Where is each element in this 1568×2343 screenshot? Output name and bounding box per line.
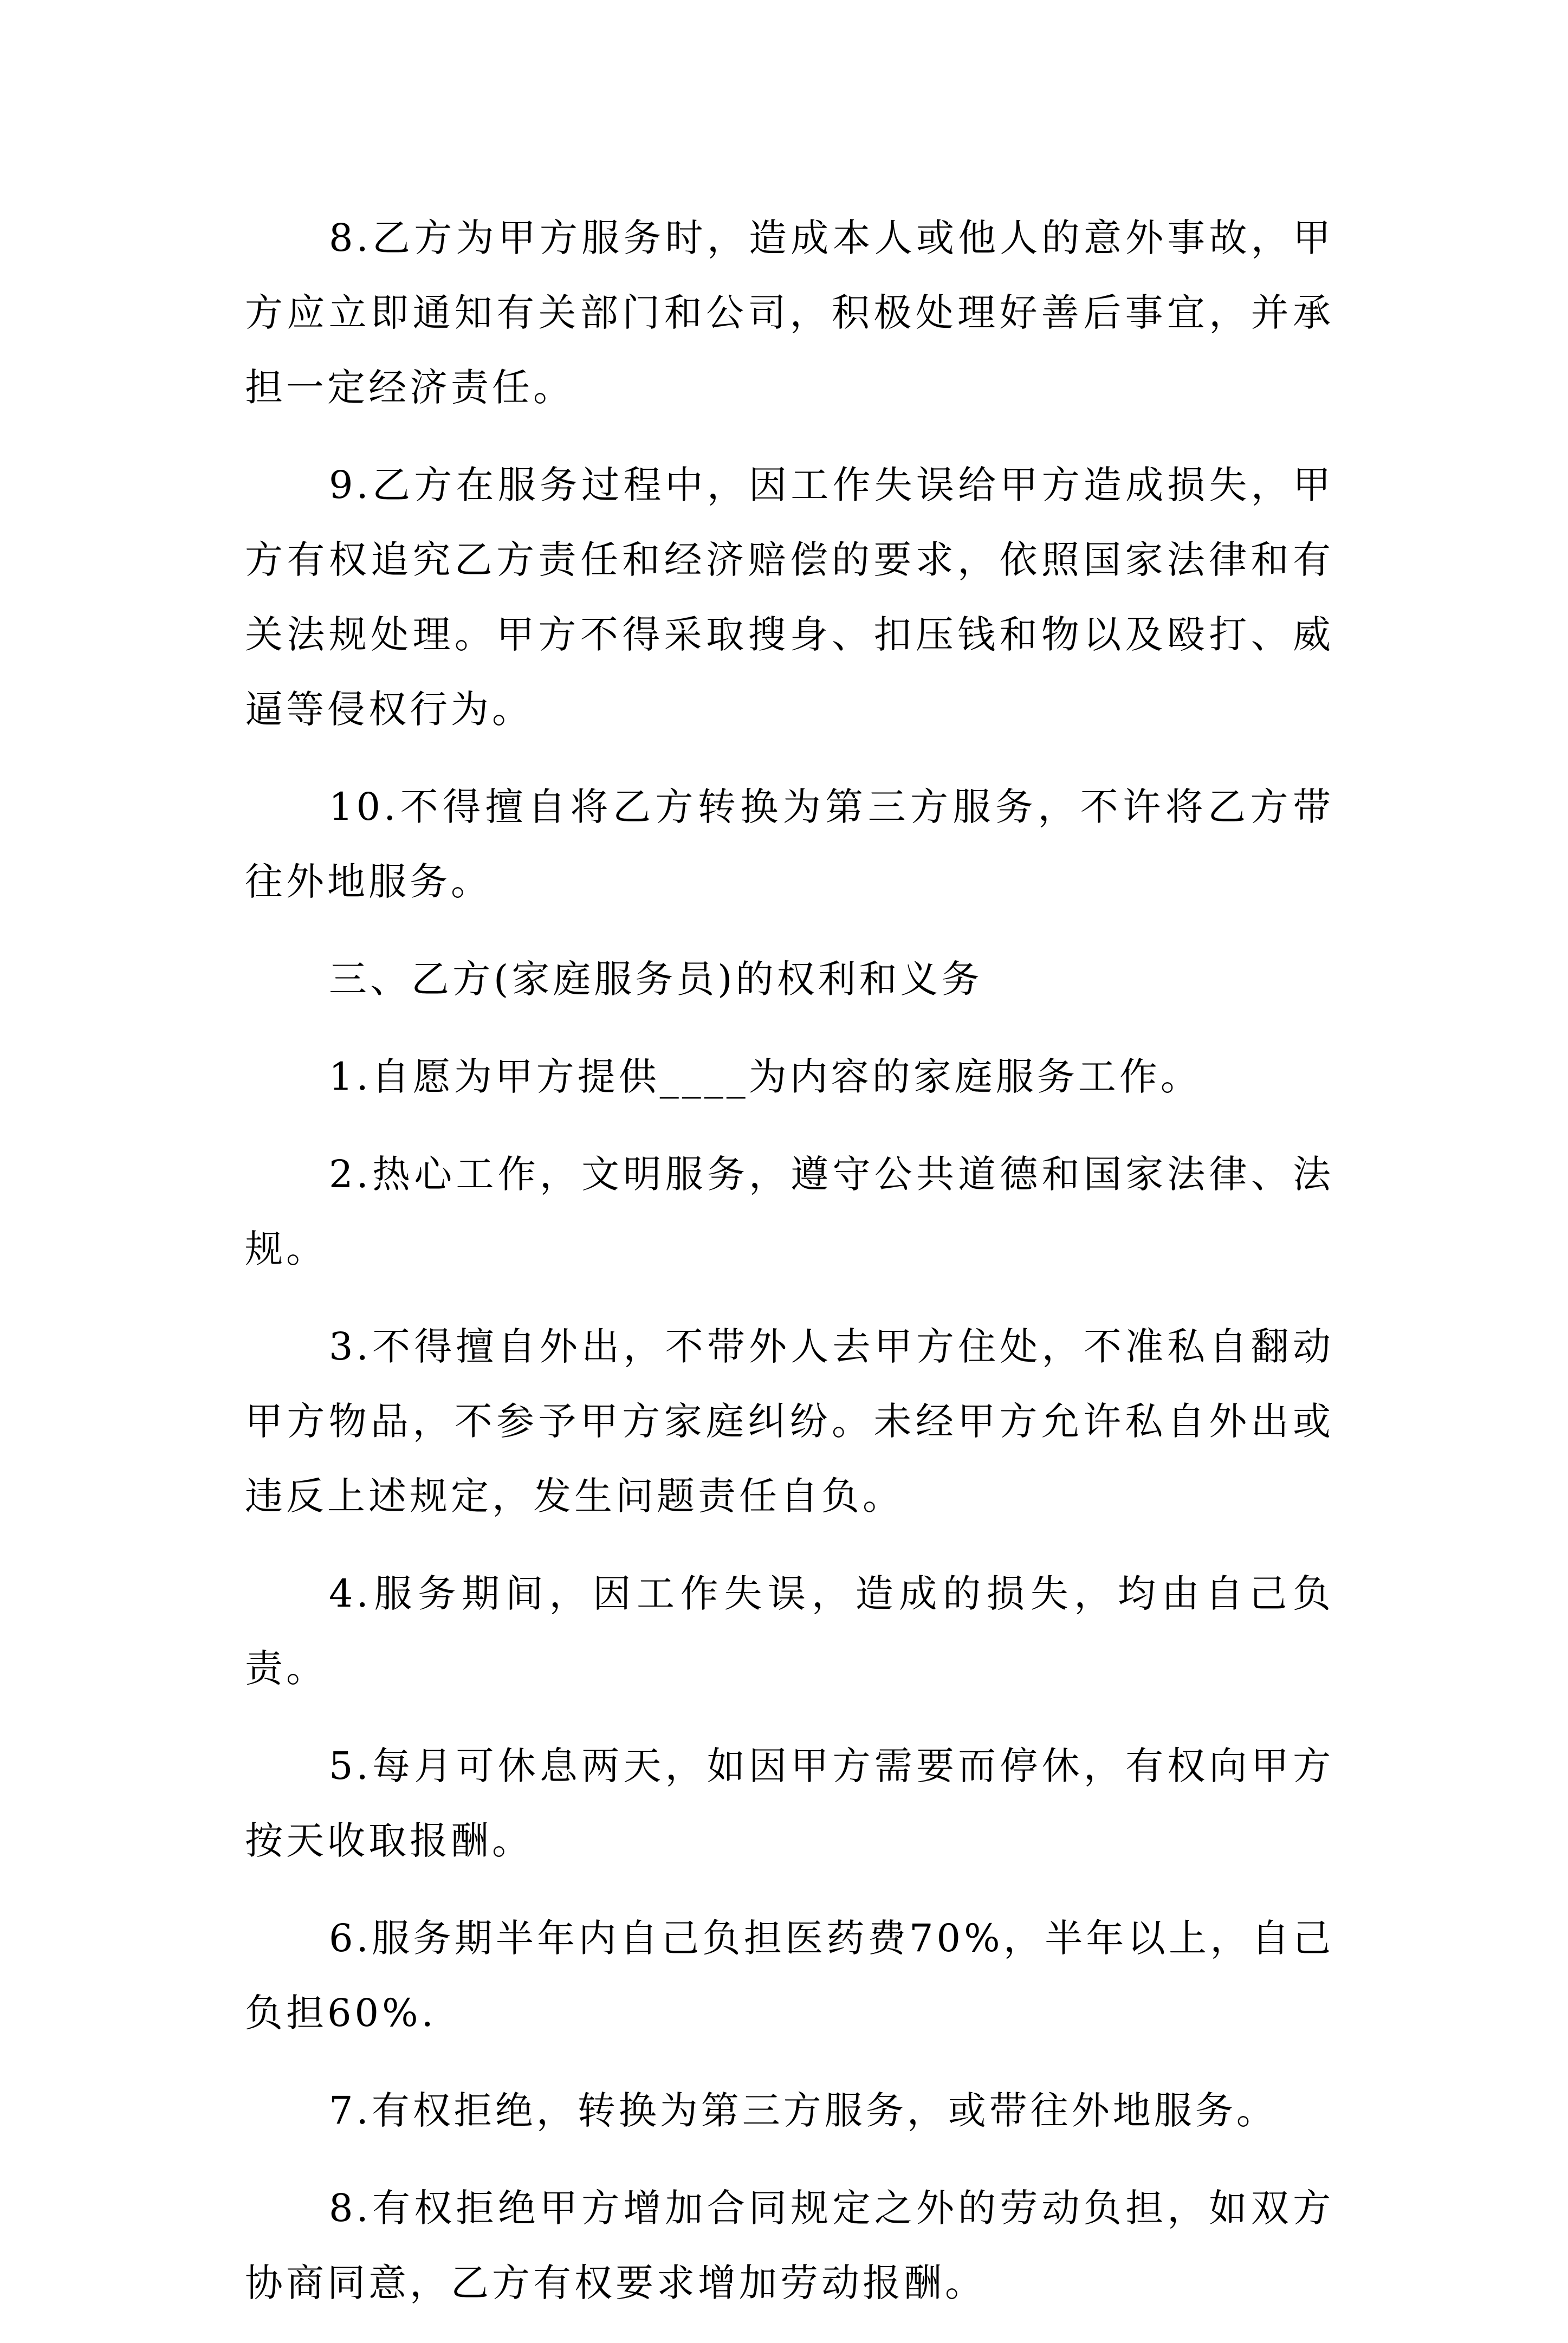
clause-b5-rest: 5.每月可休息两天，如因甲方需要而停休，有权向甲方按天收取报酬。	[245, 1744, 1334, 1863]
document-page	[245, 200, 1334, 2343]
clause-a10-transfer: 10.不得擅自将乙方转换为第三方服务，不许将乙方带往外地服务。	[245, 785, 1334, 904]
clause-b1-service: 1.自愿为甲方提供____为内容的家庭服务工作。	[329, 1054, 1202, 1099]
clause-a9-loss: 9.乙方在服务过程中，因工作失误给甲方造成损失，甲方有权追究乙方责任和经济赔偿的要求，依照国家法律和有关法规处理。甲方不得采取搜身、扣压钱和物以及殴打、威逼等侵权行为。	[245, 463, 1334, 732]
clause-b7-refuse-transfer: 7.有权拒绝，转换为第三方服务，或带往外地服务。	[329, 2088, 1278, 2133]
clause-b4-responsibility: 4.服务期间，因工作失误，造成的损失，均由自己负责。	[245, 1571, 1334, 1691]
clause-b6-medical: 6.服务期半年内自己负担医药费70%，半年以上，自己负担60%.	[245, 1916, 1334, 2035]
clause-b3-rules: 3.不得擅自外出，不带外人去甲方住处，不准私自翻动甲方物品，不参予甲方家庭纠纷。未经甲方允许私自外出或违反上述规定，发生问题责任自负。	[245, 1324, 1334, 1518]
clause-b2-conduct: 2.热心工作，文明服务，遵守公共道德和国家法律、法规。	[245, 1152, 1334, 1271]
clause-a8-accident: 8.乙方为甲方服务时，造成本人或他人的意外事故，甲方应立即通知有关部门和公司，积极处理好善后事宜，并承担一定经济责任。	[245, 216, 1334, 410]
section-heading-party-b: 三、乙方(家庭服务员)的权利和义务	[329, 957, 983, 1001]
clause-b8-extra-labor: 8.有权拒绝甲方增加合同规定之外的劳动负担，如双方协商同意，乙方有权要求增加劳动报酬。	[245, 2186, 1334, 2305]
